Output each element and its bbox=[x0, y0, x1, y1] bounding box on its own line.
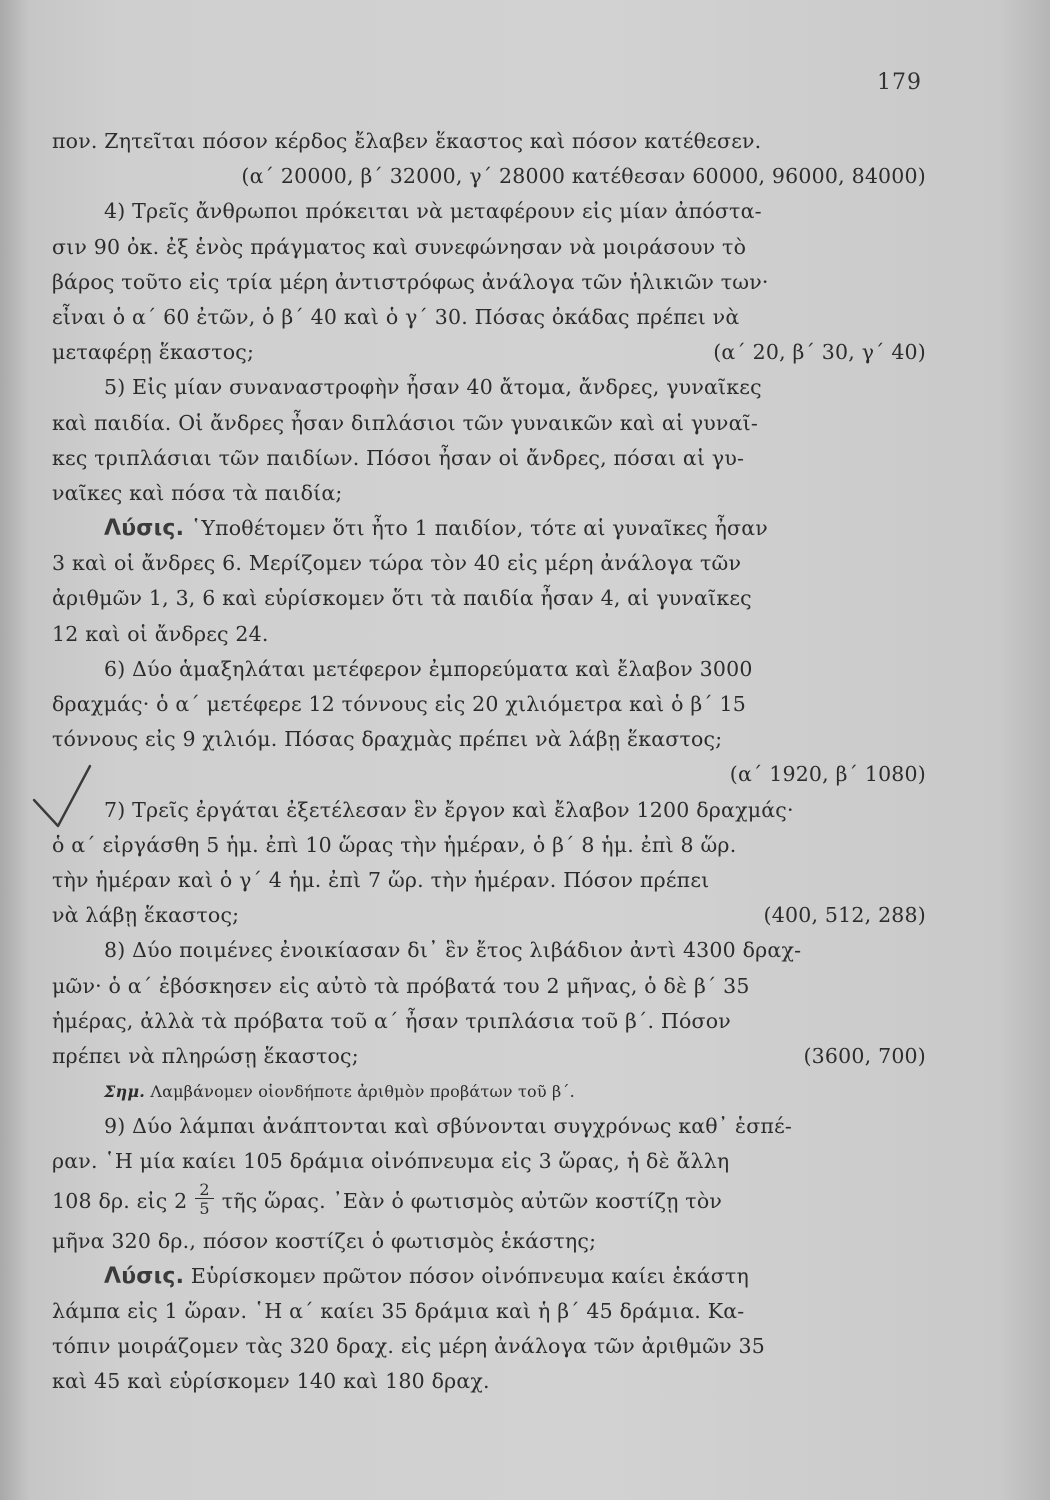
problem-4-answer: (α΄ 20, β΄ 30, γ΄ 40) bbox=[713, 340, 926, 365]
problem-7-line: τὴν ἡμέραν καὶ ὁ γ΄ 4 ἡμ. ἐπὶ 7 ὥρ. τὴν ἡμέραν. Πόσον πρέπει bbox=[52, 867, 710, 892]
note-label: Σημ. bbox=[104, 1082, 146, 1102]
fraction: $\frac{2}{5}$ bbox=[195, 1182, 213, 1217]
solution-9-line: λάμπα εἰς 1 ὥραν. ῾Η α΄ καίει 35 δράμια καὶ ἡ β΄ 45 δράμια. Κα- bbox=[52, 1299, 745, 1323]
problem-4-line: βάρος τοῦτο εἰς τρία μέρη ἀντιστρόφως ἀνάλογα τῶν ἡλικιῶν των· bbox=[52, 269, 769, 294]
problem-4-line: 4) Τρεῖς ἄνθρωποι πρόκειται νὰ μεταφέρουν εἰς μίαν ἀπόστα- bbox=[104, 199, 762, 224]
problem-9-line: μῆνα 320 δρ., πόσον κοστίζει ὁ φωτισμὸς ἑκάστης; bbox=[52, 1228, 597, 1253]
problem-9-line: 9) Δύο λάμπαι ἀνάπτονται καὶ σβύνονται συγχρόνως καθ᾽ ἑσπέ- bbox=[104, 1114, 793, 1139]
note-line: Σημ. Λαμβάνομεν οἱονδήποτε ἀριθμὸν προβάτων τοῦ β΄. bbox=[52, 1074, 926, 1109]
problem-5-line: ναῖκες καὶ πόσα τὰ παιδία; bbox=[52, 480, 343, 505]
problem-7-line: 7) Τρεῖς ἐργάται ἐξετέλεσαν ἓν ἔργον καὶ ἔλαβον 1200 δραχμάς· bbox=[104, 797, 794, 822]
solution-9-line: τόπιν μοιράζομεν τὰς 320 δραχ. εἰς μέρη ἀνάλογα τῶν ἀριθμῶν 35 bbox=[52, 1334, 766, 1359]
answer-line: (α΄ 20000, β΄ 32000, γ΄ 28000 κατέθεσαν 60000, 96000, 84000) bbox=[241, 164, 926, 189]
solution-9-line: Λύσις. Εὑρίσκομεν πρῶτον πόσον οἰνόπνευμα καίει ἑκάστη bbox=[52, 1259, 926, 1294]
solution-label: Λύσις. bbox=[104, 1263, 185, 1289]
page-text bbox=[52, 124, 926, 1400]
problem-6-line: δραχμάς· ὁ α΄ μετέφερε 12 τόννους εἰς 20 χιλιόμετρα καὶ ὁ β΄ 15 bbox=[52, 692, 747, 716]
problem-4-line: σιν 90 ὀκ. ἐξ ἑνὸς πράγματος καὶ συνεφώνησαν νὰ μοιράσουν τὸ bbox=[52, 234, 747, 259]
solution-5-line: Λύσις. ῾Υποθέτομεν ὅτι ἦτο 1 παιδίον, τότε αἱ γυναῖκες ἦσαν bbox=[52, 511, 926, 546]
problem-6-answer-line bbox=[52, 757, 926, 792]
problem-6-answer: (α΄ 1920, β΄ 1080) bbox=[729, 762, 926, 787]
problem-7-answer: (400, 512, 288) bbox=[763, 903, 926, 928]
solution-5-line: 3 καὶ οἱ ἄνδρες 6. Μερίζομεν τώρα τὸν 40 εἰς μέρη ἀνάλογα τῶν bbox=[52, 551, 742, 576]
solution-5-line: 12 καὶ οἱ ἄνδρες 24. bbox=[52, 621, 269, 646]
text-line: πον. Ζητεῖται πόσον κέρδος ἔλαβεν ἕκαστος καὶ πόσον κατέθεσεν. bbox=[52, 129, 762, 153]
solution-5-line: ἀριθμῶν 1, 3, 6 καὶ εὑρίσκομεν ὅτι τὰ παιδία ἦσαν 4, αἱ γυναῖκες bbox=[52, 586, 752, 611]
problem-9-line: 108 δρ. εἰς 2 $\frac{2}{5}$ τῆς ὥρας. ᾿Εὰν ὁ φωτισμὸς αὐτῶν κοστίζῃ τὸν bbox=[52, 1180, 723, 1219]
problem-5-line: 5) Εἰς μίαν συναναστροφὴν ἦσαν 40 ἄτομα, ἄνδρες, γυναῖκες bbox=[104, 375, 762, 400]
problem-8-line: ἡμέρας, ἀλλὰ τὰ πρόβατα τοῦ α΄ ἦσαν τριπλάσια τοῦ β΄. Πόσον bbox=[52, 1008, 731, 1033]
solution-label: Λύσις. bbox=[104, 516, 185, 542]
problem-9-line: ραν. ῾Η μία καίει 105 δράμια οἰνόπνευμα εἰς 3 ὥρας, ἡ δὲ ἄλλη bbox=[52, 1149, 730, 1174]
problem-6-line: τόννους εἰς 9 χιλιόμ. Πόσας δραχμὰς πρέπει νὰ λάβῃ ἕκαστος; bbox=[52, 727, 723, 752]
problem-4-line: εἶναι ὁ α΄ 60 ἐτῶν, ὁ β΄ 40 καὶ ὁ γ΄ 30. Πόσας ὀκάδας πρέπει νὰ bbox=[52, 304, 740, 329]
problem-8-answer: (3600, 700) bbox=[803, 1043, 926, 1068]
page-number: 179 bbox=[877, 70, 922, 95]
problem-7-line: νὰ λάβῃ ἕκαστος; (400, 512, 288) bbox=[52, 898, 926, 933]
problem-7-line: ὁ α΄ εἰργάσθη 5 ἡμ. ἐπὶ 10 ὥρας τὴν ἡμέραν, ὁ β΄ 8 ἡμ. ἐπὶ 8 ὥρ. bbox=[52, 832, 737, 857]
problem-8-line: 8) Δύο ποιμένες ἐνοικίασαν δι᾽ ἓν ἔτος λιβάδιον ἀντὶ 4300 δραχ- bbox=[104, 938, 802, 963]
solution-9-line: καὶ 45 καὶ εὑρίσκομεν 140 καὶ 180 δραχ. bbox=[52, 1369, 490, 1394]
problem-8-line: μῶν· ὁ α΄ ἐβόσκησεν εἰς αὐτὸ τὰ πρόβατά του 2 μῆνας, ὁ δὲ β΄ 35 bbox=[52, 973, 750, 998]
problem-8-line: πρέπει νὰ πληρώσῃ ἕκαστος; (3600, 700) bbox=[52, 1039, 926, 1074]
problem-5-line: καὶ παιδία. Οἱ ἄνδρες ἦσαν διπλάσιοι τῶν γυναικῶν καὶ αἱ γυναῖ- bbox=[52, 410, 759, 435]
problem-4-line: μεταφέρῃ ἕκαστος; (α΄ 20, β΄ 30, γ΄ 40) bbox=[52, 335, 926, 370]
problem-5-line: κες τριπλάσιαι τῶν παιδίων. Πόσοι ἦσαν οἱ ἄνδρες, πόσαι αἱ γυ- bbox=[52, 445, 745, 470]
problem-6-line: 6) Δύο ἁμαξηλάται μετέφερον ἐμπορεύματα καὶ ἔλαβον 3000 bbox=[104, 656, 753, 681]
